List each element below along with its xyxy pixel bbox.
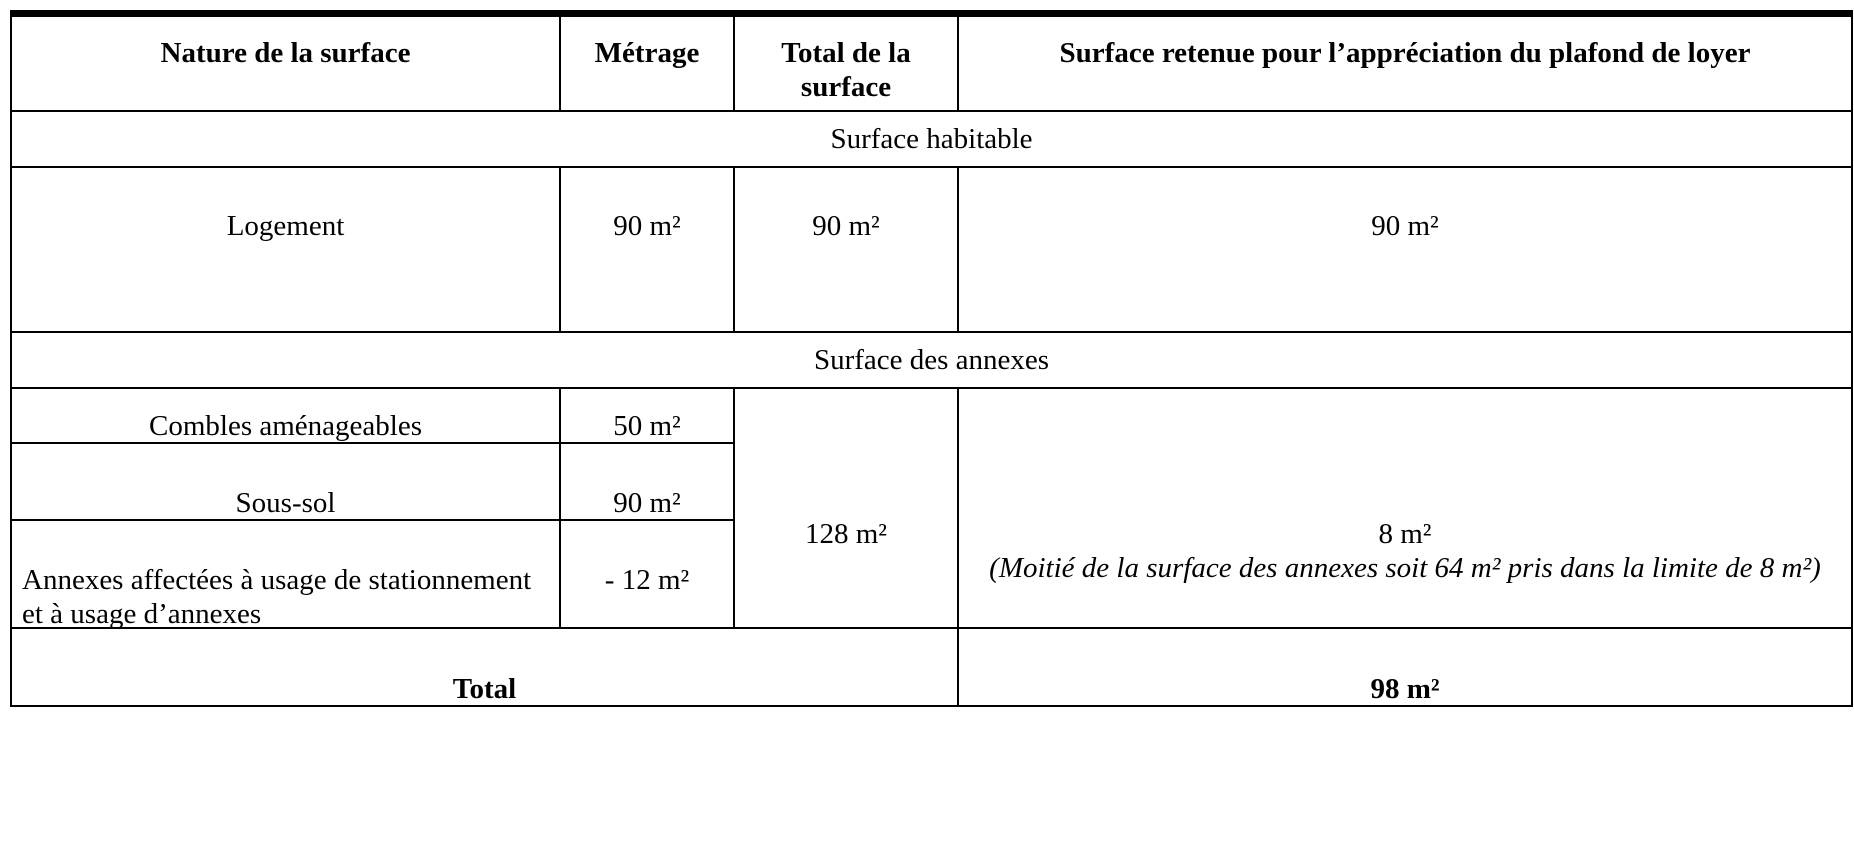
annexe-soussol-metrage: 90 m² (613, 487, 681, 519)
total-value: 98 m² (1370, 673, 1440, 705)
section-habitable: Surface habitable (830, 123, 1033, 155)
annexe-stationnement-nature: Annexes affectées à usage de stationnement et à usage d’annexes (22, 564, 532, 630)
col1-divider-logement (559, 166, 561, 333)
logement-metrage: 90 m² (613, 210, 681, 242)
annexe-combles-nature: Combles aménageables (149, 410, 422, 442)
col2-divider-logement (733, 166, 735, 333)
table-top-border (10, 10, 1853, 17)
logement-total: 90 m² (812, 210, 880, 242)
header-retenue: Surface retenue pour l’appréciation du plafond de loyer (1059, 37, 1751, 69)
total-label: Total (452, 673, 517, 705)
logement-nature: Logement (226, 210, 345, 242)
right-border (1851, 10, 1853, 707)
col2-divider-annexes (733, 387, 735, 629)
header-metrage: Métrage (594, 37, 700, 69)
header-nature: Nature de la surface (160, 37, 411, 69)
header-total: Total de la surface (781, 37, 911, 103)
annexe-stationnement-metrage: - 12 m² (604, 564, 690, 596)
section-annexes: Surface des annexes (813, 344, 1050, 376)
annexes-retenue-note-display (959, 551, 1851, 585)
logement-retenue: 90 m² (1371, 210, 1439, 242)
note-text: (Moitié de la surface des annexes soit 64 m² pris dans la limite de 8 m²) (989, 552, 1821, 584)
section-habitable-bottom-border (10, 166, 1853, 168)
annexes-retenue: 8 m² (1378, 518, 1432, 550)
annexe-soussol-nature: Sous-sol (235, 487, 336, 519)
header-bottom-border (10, 110, 1853, 112)
row-logement-bottom-border (10, 331, 1853, 333)
annexe-combles-metrage: 50 m² (613, 410, 681, 442)
annexes-total: 128 m² (804, 518, 887, 550)
section-annexes-bottom-border (10, 387, 1853, 389)
